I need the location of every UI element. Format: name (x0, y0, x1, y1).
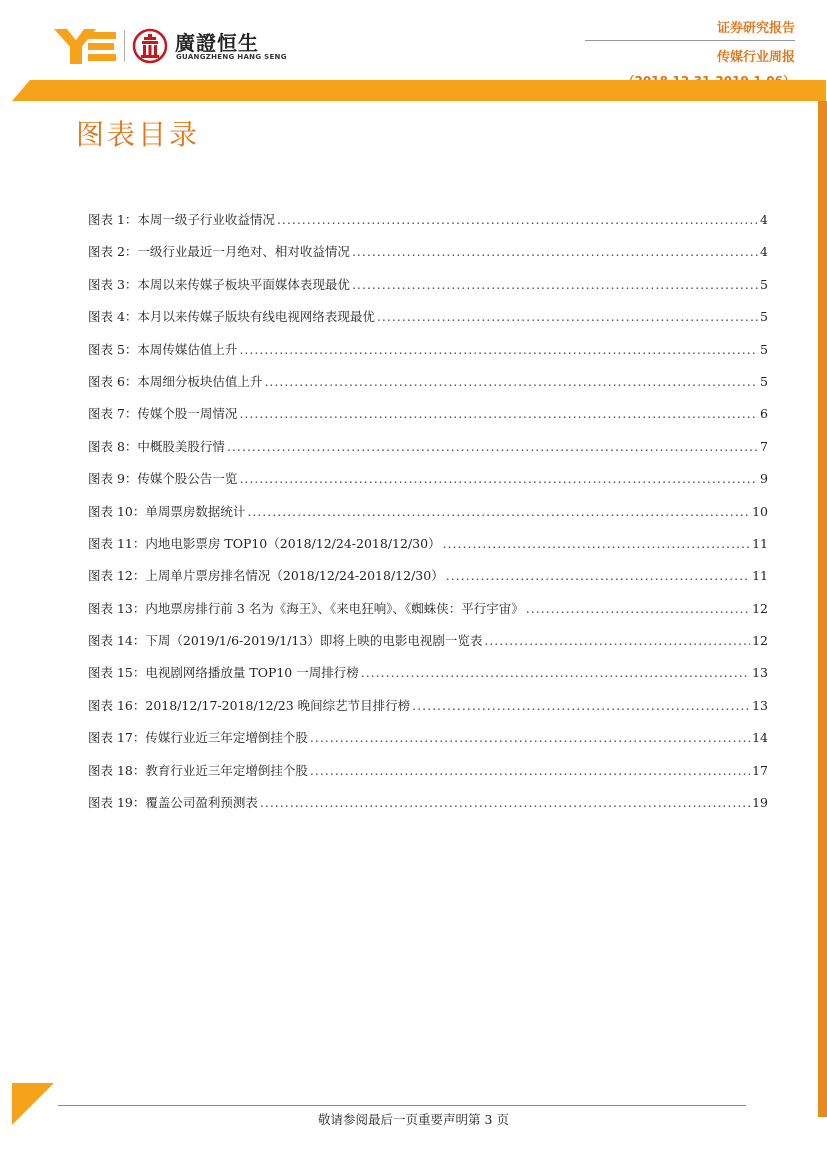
toc-item[interactable] (88, 728, 768, 760)
toc-item-label: 图表 6：本周细分板块估值上升 (88, 373, 263, 389)
seal-logo-icon (132, 28, 168, 64)
toc-leader-dots (264, 374, 758, 389)
footer-divider (58, 1105, 746, 1106)
toc-item-page: 6 (760, 406, 768, 422)
toc-leader-dots (239, 471, 758, 486)
toc-leader-dots (446, 568, 750, 583)
toc-item-page: 13 (752, 665, 768, 681)
toc-leader-dots (227, 439, 758, 454)
toc-leader-dots (377, 309, 758, 324)
toc-item-label: 图表 17：传媒行业近三年定增倒挂个股 (88, 730, 308, 746)
toc-leader-dots (239, 342, 758, 357)
toc-item-page: 5 (760, 309, 768, 325)
logo-divider (124, 30, 125, 62)
toc-item-label: 图表 15：电视剧网络播放量 TOP10 一周排行榜 (88, 665, 359, 681)
header-divider (585, 40, 795, 41)
toc-item-label: 图表 2：一级行业最近一月绝对、相对收益情况 (88, 244, 350, 260)
company-logo (52, 26, 287, 66)
toc-item-label: 图表 4：本月以来传媒子版块有线电视网络表现最优 (88, 309, 375, 325)
toc-item[interactable] (88, 404, 768, 436)
toc-item[interactable] (88, 761, 768, 793)
logo-name-cn: 廣證恒生 (175, 31, 259, 55)
toc-item-page: 10 (752, 503, 768, 519)
footer-text: 敬请参阅最后一页重要声明第 3 页 (318, 1112, 509, 1127)
toc-leader-dots (352, 244, 758, 259)
toc-item[interactable] (88, 566, 768, 598)
toc-item-label: 图表 19：覆盖公司盈利预测表 (88, 795, 258, 811)
toc-leader-dots (484, 633, 750, 648)
report-subtitle: 传媒行业周报 (716, 50, 795, 65)
toc-leader-dots (361, 665, 750, 680)
report-type: 证券研究报告 (716, 21, 795, 36)
toc-item-page: 17 (752, 762, 768, 778)
toc-title: 图表目录 (76, 118, 201, 151)
toc-item-label: 图表 16：2018/12/17-2018/12/23 晚间综艺节目排行榜 (88, 697, 411, 713)
toc-item-label: 图表 11：内地电影票房 TOP10（2018/12/24-2018/12/30） (88, 535, 441, 551)
toc-item-page: 12 (752, 600, 768, 616)
toc-leader-dots (526, 601, 750, 616)
toc-item[interactable] (88, 469, 768, 501)
toc-item[interactable] (88, 663, 768, 695)
toc-leader-dots (277, 212, 758, 227)
toc-item-page: 19 (752, 795, 768, 811)
toc-item-page: 5 (760, 341, 768, 357)
toc-item-label: 图表 1：本周一级子行业收益情况 (88, 212, 275, 227)
toc-leader-dots (352, 277, 758, 292)
toc-leader-dots (310, 763, 750, 778)
toc-item[interactable] (88, 275, 768, 307)
toc-item-label: 图表 13：内地票房排行前 3 名为《海王》、《来电狂响》、《蜘蛛侠：平行宇宙》 (88, 600, 524, 616)
toc-item-page: 5 (760, 373, 768, 389)
toc-item[interactable] (88, 631, 768, 663)
toc-item[interactable] (88, 307, 768, 339)
right-side-bar (818, 101, 827, 1117)
toc-item[interactable] (88, 534, 768, 566)
toc-item-page: 5 (760, 276, 768, 292)
toc-item-page: 13 (752, 697, 768, 713)
toc-item[interactable] (88, 793, 768, 825)
toc-list (88, 210, 768, 825)
toc-item-page: 7 (760, 438, 768, 454)
toc-item-label: 图表 7：传媒个股一周情况 (88, 406, 238, 422)
header-band (12, 80, 826, 101)
logo-name-en: GUANGZHENG HANG SENG (176, 53, 287, 61)
toc-leader-dots (412, 698, 750, 713)
toc-item-label: 图表 8：中概股美股行情 (88, 438, 225, 454)
toc-item[interactable] (88, 242, 768, 274)
toc-item-label: 图表 9：传媒个股公告一览 (88, 471, 238, 487)
toc-item-page: 4 (760, 244, 768, 260)
toc-item-label: 图表 14：下周（2019/1/6-2019/1/13）即将上映的电影电视剧一览表 (88, 633, 483, 649)
toc-item-page: 14 (752, 730, 768, 746)
toc-item-page: 9 (760, 471, 768, 487)
toc-item[interactable] (88, 340, 768, 372)
toc-leader-dots (260, 795, 750, 810)
toc-item-label: 图表 10：单周票房数据统计 (88, 503, 246, 519)
toc-item-page: 12 (752, 633, 768, 649)
toc-item[interactable] (88, 502, 768, 534)
toc-item[interactable] (88, 437, 768, 469)
toc-item-page: 11 (752, 535, 768, 551)
toc-leader-dots (239, 406, 758, 421)
toc-item[interactable] (88, 696, 768, 728)
toc-item[interactable] (88, 372, 768, 404)
toc-item-page: 4 (760, 212, 768, 227)
toc-leader-dots (443, 536, 751, 551)
toc-item-label: 图表 5：本周传媒估值上升 (88, 341, 238, 357)
toc-item-page: 11 (752, 568, 768, 584)
toc-leader-dots (310, 730, 750, 745)
toc-leader-dots (247, 504, 750, 519)
toc-item[interactable] (88, 210, 768, 242)
toc-item-label: 图表 12：上周单片票房排名情况（2018/12/24-2018/12/30） (88, 568, 444, 584)
header-band-notch (12, 80, 30, 101)
toc-item[interactable] (88, 599, 768, 631)
toc-item-label: 图表 18：教育行业近三年定增倒挂个股 (88, 762, 308, 778)
toc-item-label: 图表 3：本周以来传媒子板块平面媒体表现最优 (88, 276, 350, 292)
ye-logo-icon (52, 26, 118, 66)
